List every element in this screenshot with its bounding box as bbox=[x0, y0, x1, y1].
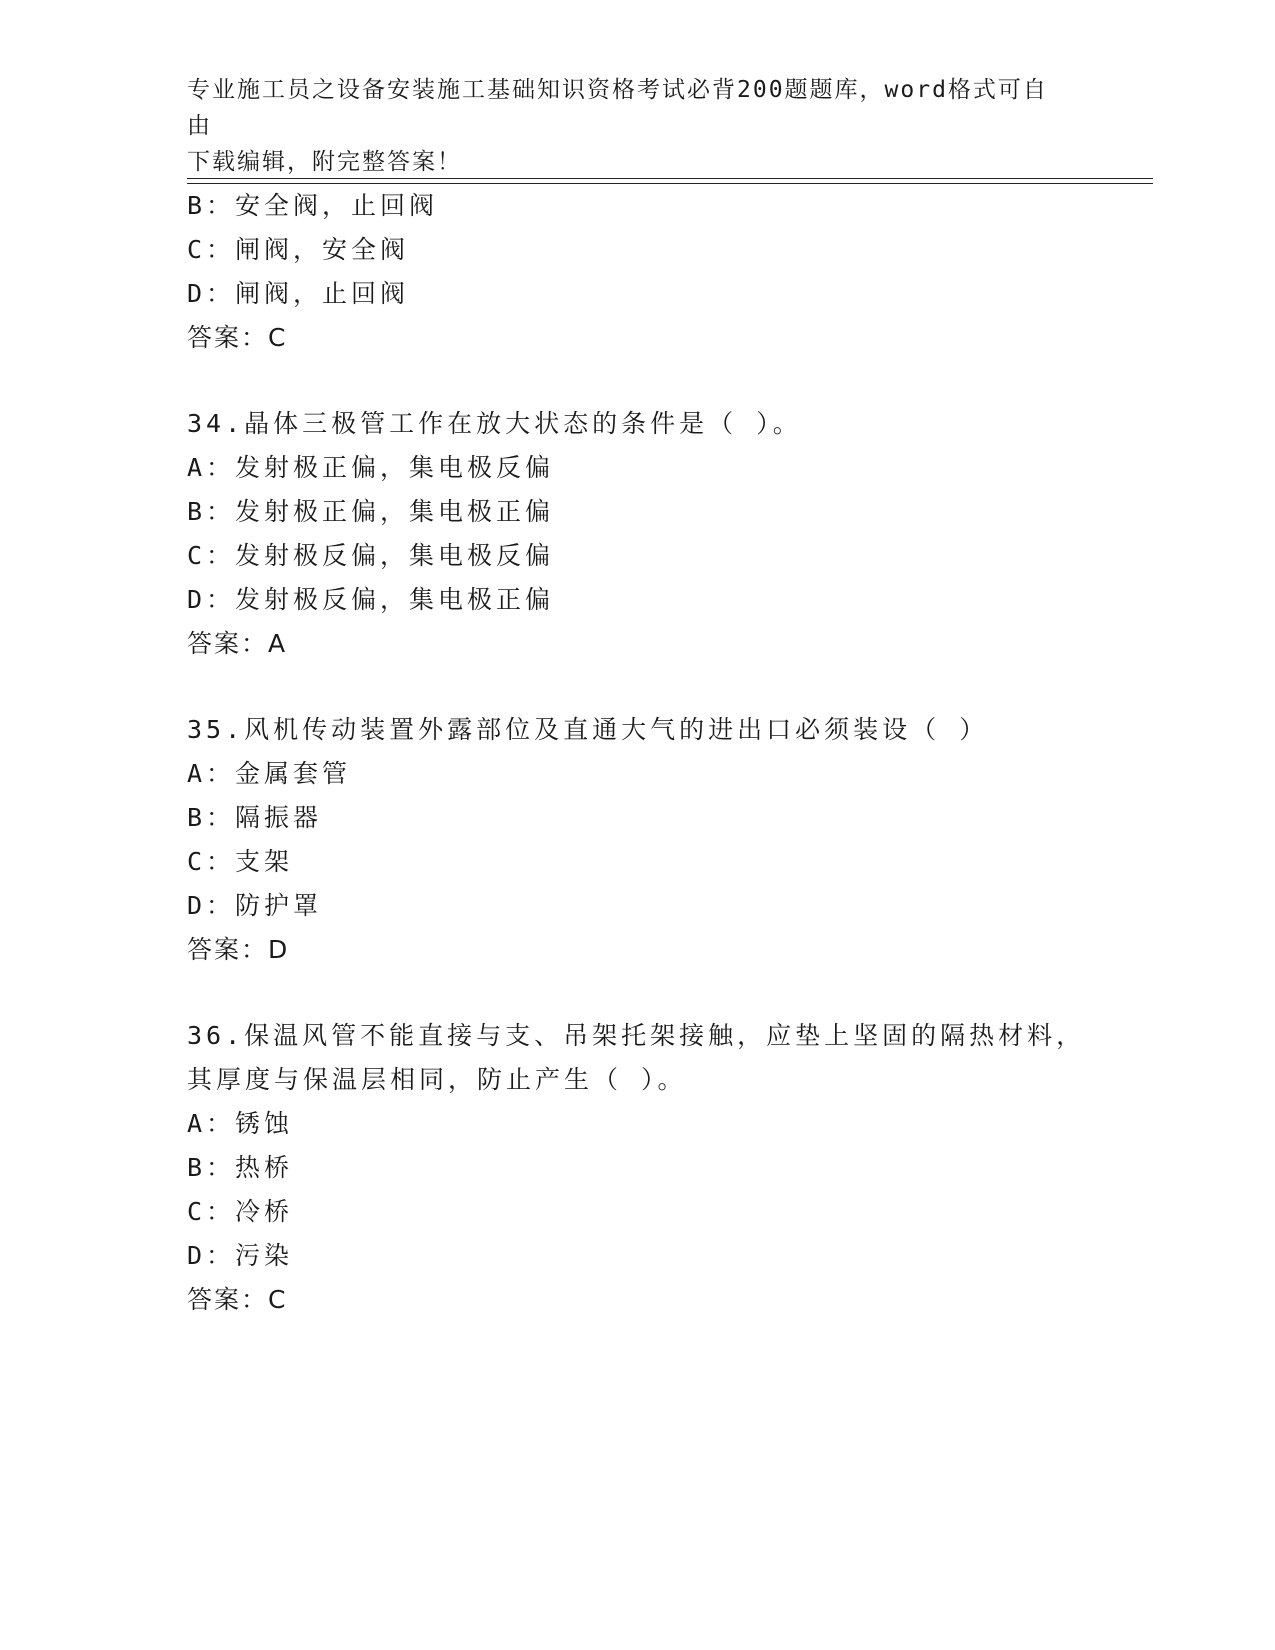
q34-answer: 答案：A bbox=[187, 629, 288, 658]
q33-option-b: B：安全阀，止回阀 bbox=[187, 191, 439, 220]
q35-option-d: D：防护罩 bbox=[187, 891, 323, 920]
q34-option-c: C：发射极反偏，集电极反偏 bbox=[187, 541, 555, 570]
header-line-2: 下载编辑，附完整答案！ bbox=[187, 149, 462, 175]
q35-option-b: B：隔振器 bbox=[187, 803, 323, 832]
header-line-1: 专业施工员之设备安装施工基础知识资格考试必背200题题库，word格式可自由 bbox=[187, 77, 1048, 139]
q36-option-b: B：热桥 bbox=[187, 1153, 294, 1182]
q36-answer: 答案：C bbox=[187, 1285, 288, 1314]
q35-option-c: C：支架 bbox=[187, 847, 294, 876]
q36-option-c: C：冷桥 bbox=[187, 1197, 294, 1226]
q34-option-b: B：发射极正偏，集电极正偏 bbox=[187, 497, 555, 526]
q36-stem-line-1: 36.保温风管不能直接与支、吊架托架接触，应垫上坚固的隔热材料， bbox=[187, 1021, 1086, 1050]
q34-option-d: D：发射极反偏，集电极正偏 bbox=[187, 585, 555, 614]
q35-stem: 35.风机传动装置外露部位及直通大气的进出口必须装设（ ） bbox=[187, 715, 989, 744]
q36-stem-line-2: 其厚度与保温层相同，防止产生（ ）。 bbox=[187, 1065, 687, 1094]
q36-option-d: D：污染 bbox=[187, 1241, 294, 1270]
header-divider-bottom bbox=[187, 183, 1153, 184]
q36-option-a: A：锈蚀 bbox=[187, 1109, 294, 1138]
q34-stem: 34.晶体三极管工作在放大状态的条件是（ ）。 bbox=[187, 409, 802, 438]
document-header bbox=[187, 72, 1067, 180]
header-divider-top bbox=[187, 178, 1153, 179]
q35-answer: 答案：D bbox=[187, 935, 290, 964]
q34-option-a: A：发射极正偏，集电极反偏 bbox=[187, 453, 555, 482]
q33-answer: 答案：C bbox=[187, 323, 288, 352]
q33-option-c: C：闸阀，安全阀 bbox=[187, 235, 410, 264]
q33-option-d: D：闸阀，止回阀 bbox=[187, 279, 410, 308]
q35-option-a: A：金属套管 bbox=[187, 759, 352, 788]
